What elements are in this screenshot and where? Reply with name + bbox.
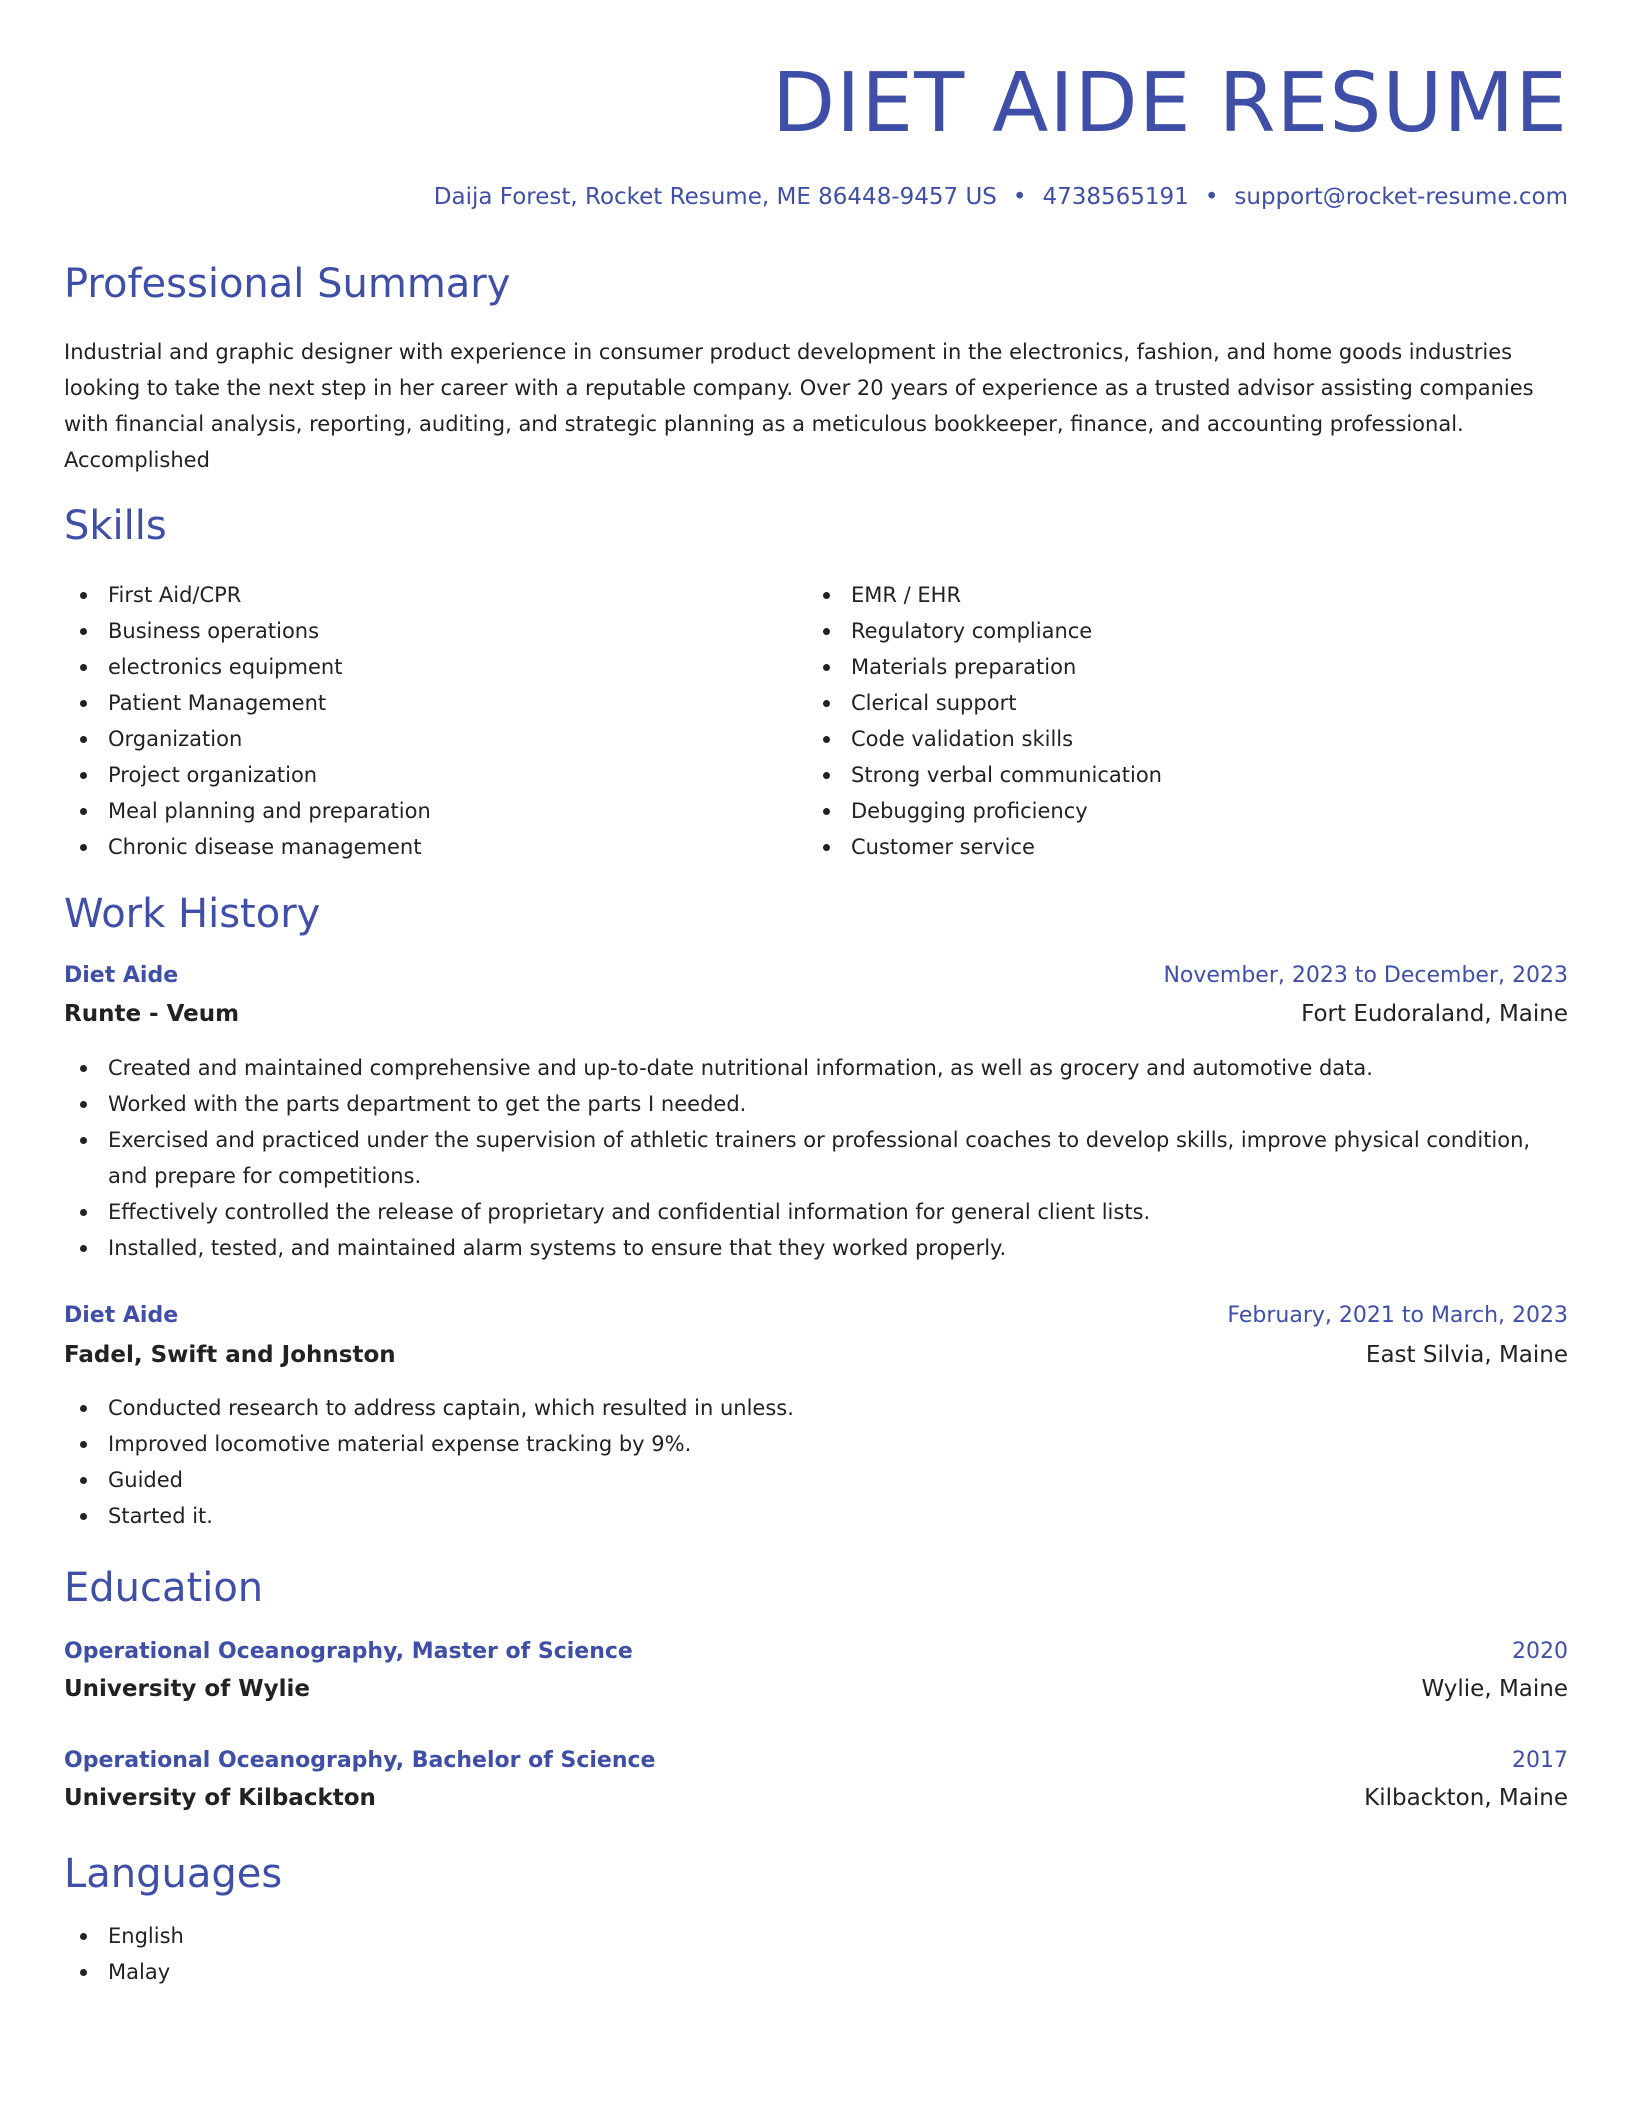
resume-title: DIET AIDE RESUME <box>771 56 1568 151</box>
job-title: Diet Aide <box>64 963 179 988</box>
education-degree: Operational Oceanography, Bachelor of Science <box>64 1748 656 1773</box>
skill-item: Debugging proficiency <box>807 793 1527 829</box>
section-title-skills: Skills <box>64 503 167 549</box>
job-location: Fort Eudoraland, Maine <box>1301 1001 1568 1027</box>
education-degree: Operational Oceanography, Master of Science <box>64 1639 633 1664</box>
skill-item: First Aid/CPR <box>64 577 784 613</box>
contact-separator: • <box>1012 184 1027 210</box>
education-school: University of Wylie <box>64 1676 310 1702</box>
contact-separator: • <box>1204 184 1219 210</box>
education-location: Wylie, Maine <box>1421 1676 1568 1702</box>
education-school: University of Kilbackton <box>64 1785 376 1811</box>
job-dates: February, 2021 to March, 2023 <box>1227 1303 1568 1328</box>
skill-item: EMR / EHR <box>807 577 1527 613</box>
job-bullet: Created and maintained comprehensive and up-to-date nutritional information, as well as grocery and automotive data. <box>64 1050 1568 1086</box>
skill-item: Clerical support <box>807 685 1527 721</box>
skills-column-right <box>807 577 1527 865</box>
skill-item: Organization <box>64 721 784 757</box>
section-title-languages: Languages <box>64 1851 283 1897</box>
job-title: Diet Aide <box>64 1303 179 1328</box>
section-title-education: Education <box>64 1565 264 1611</box>
contact-email: support@rocket-resume.com <box>1234 184 1568 210</box>
job-bullet: Improved locomotive material expense tracking by 9%. <box>64 1426 1568 1462</box>
contact-address: Daija Forest, Rocket Resume, ME 86448-9457 US <box>433 184 997 210</box>
job-company: Fadel, Swift and Johnston <box>64 1342 396 1368</box>
job-bullet: Installed, tested, and maintained alarm systems to ensure that they worked properly. <box>64 1230 1568 1266</box>
contact-line <box>434 180 1568 214</box>
education-location: Kilbackton, Maine <box>1364 1785 1568 1811</box>
language-item: English <box>64 1918 1568 1954</box>
job-bullet: Effectively controlled the release of proprietary and confidential information for general client lists. <box>64 1194 1568 1230</box>
job-bullet: Started it. <box>64 1498 1568 1534</box>
language-item: Malay <box>64 1954 1568 1990</box>
section-title-summary: Professional Summary <box>64 261 511 307</box>
contact-phone: 4738565191 <box>1042 184 1189 210</box>
education-year: 2020 <box>1512 1639 1568 1664</box>
job-company: Runte - Veum <box>64 1001 240 1027</box>
job-bullet: Worked with the parts department to get the parts I needed. <box>64 1086 1568 1122</box>
skill-item: Patient Management <box>64 685 784 721</box>
section-title-work-history: Work History <box>64 891 321 937</box>
skill-item: Project organization <box>64 757 784 793</box>
summary-text: Industrial and graphic designer with experience in consumer product development in the electronics, fashion, and home goods industries looking to take the next step in her career with a reputable company. Over 20 years of experience as a trusted advisor assisting companies with financial analysis, reporting, auditing, and strategic planning as a meticulous bookkeeper, finance, and accounting professional. Accomplished <box>64 340 1534 472</box>
job-bullets <box>64 1050 1568 1266</box>
job-dates: November, 2023 to December, 2023 <box>1163 963 1568 988</box>
skills-column-left <box>64 577 784 865</box>
job-location: East Silvia, Maine <box>1365 1342 1568 1368</box>
skill-item: Regulatory compliance <box>807 613 1527 649</box>
skill-item: Strong verbal communication <box>807 757 1527 793</box>
skill-item: Chronic disease management <box>64 829 784 865</box>
job-bullet: Conducted research to address captain, which resulted in unless. <box>64 1390 1568 1426</box>
skill-item: Customer service <box>807 829 1527 865</box>
job-bullet: Guided <box>64 1462 1568 1498</box>
languages-list <box>64 1918 1568 1990</box>
job-bullet: Exercised and practiced under the supervision of athletic trainers or professional coaches to develop skills, improve physical condition, and prepare for competitions. <box>64 1122 1568 1194</box>
skill-item: Code validation skills <box>807 721 1527 757</box>
education-year: 2017 <box>1512 1748 1568 1773</box>
job-bullets <box>64 1390 1568 1534</box>
skill-item: Meal planning and preparation <box>64 793 784 829</box>
skill-item: Materials preparation <box>807 649 1527 685</box>
skill-item: Business operations <box>64 613 784 649</box>
skill-item: electronics equipment <box>64 649 784 685</box>
